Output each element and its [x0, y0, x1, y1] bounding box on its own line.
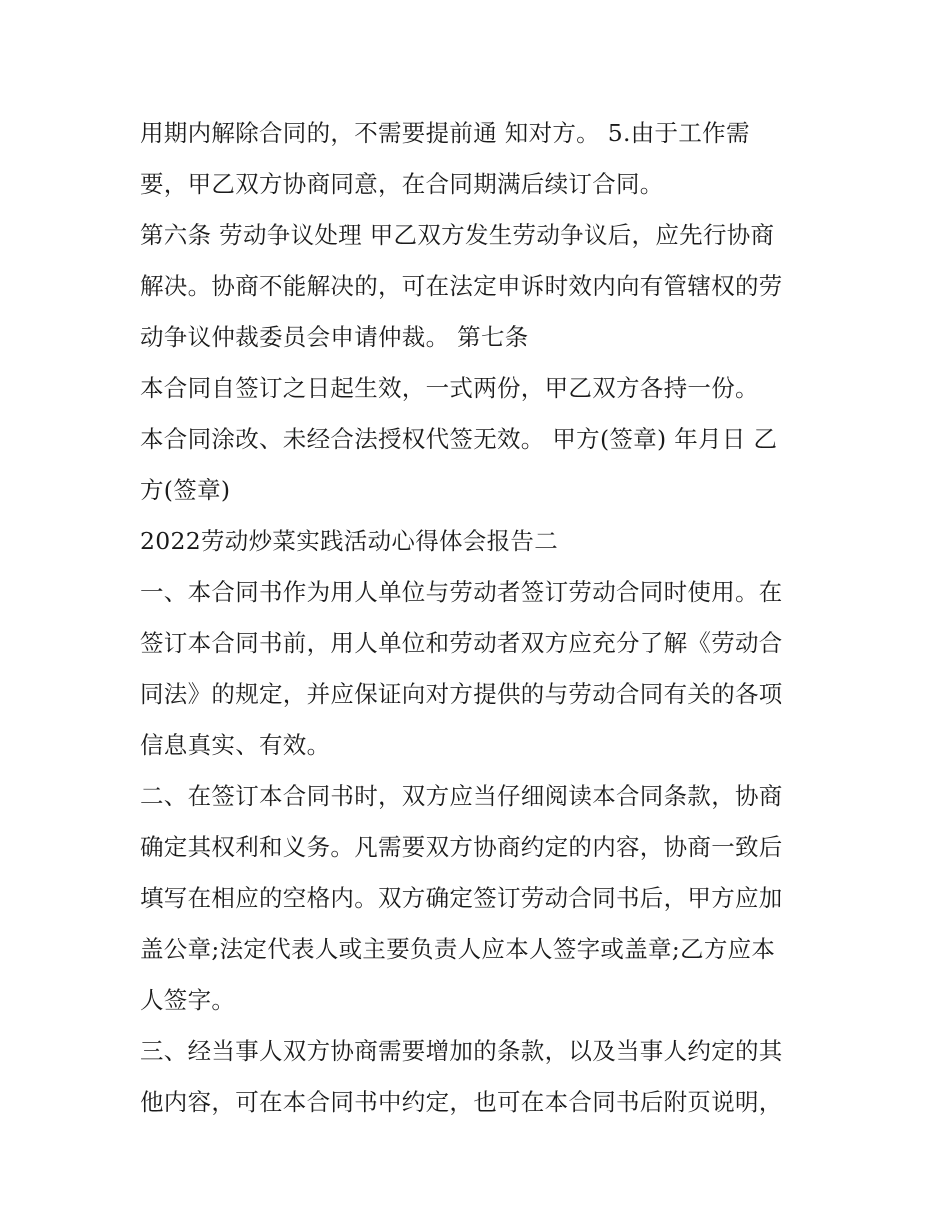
text-line: 同法》的规定，并应保证向对方提供的与劳动合同有关的各项 — [140, 680, 783, 708]
text-line: 二、在签订本合同书时，双方应当仔细阅读本合同条款，协商 — [140, 782, 783, 810]
text-line: 盖公章;法定代表人或主要负责人应本人签字或盖章;乙方应本 — [140, 935, 776, 963]
text-line: 三、经当事人双方协商需要增加的条款，以及当事人约定的其 — [140, 1037, 783, 1065]
text-line: 签订本合同书前，用人单位和劳动者双方应充分了解《劳动合 — [140, 629, 783, 657]
text-line: 填写在相应的空格内。双方确定签订劳动合同书后，甲方应加 — [140, 884, 783, 912]
text-line: 一、本合同书作为用人单位与劳动者签订劳动合同时使用。在 — [140, 578, 783, 606]
text-line: 确定其权利和义务。凡需要双方协商约定的内容，协商一致后 — [140, 833, 783, 861]
text-line: 解决。协商不能解决的，可在法定申诉时效内向有管辖权的劳 — [140, 272, 783, 300]
text-line: 要，甲乙双方协商同意，在合同期满后续订合同。 — [140, 170, 664, 198]
section-heading: 2022劳动炒菜实践活动心得体会报告二 — [140, 527, 559, 555]
text-line: 他内容，可在本合同书中约定，也可在本合同书后附页说明， — [140, 1088, 783, 1116]
document-text-body — [140, 108, 830, 1128]
text-line: 本合同自签订之日起生效，一式两份，甲乙双方各持一份。 — [140, 374, 759, 402]
text-line: 第六条 劳动争议处理 甲乙双方发生劳动争议后，应先行协商 — [140, 221, 775, 249]
text-line: 动争议仲裁委员会申请仲裁。 第七条 — [140, 323, 529, 351]
text-line: 信息真实、有效。 — [140, 731, 331, 759]
text-line: 用期内解除合同的，不需要提前通 知对方。 5.由于工作需 — [140, 119, 750, 147]
text-line: 本合同涂改、未经合法授权代签无效。 甲方(签章) 年月日 乙 — [140, 425, 778, 453]
text-line: 人签字。 — [140, 986, 236, 1014]
text-line: 方(签章) — [140, 476, 231, 504]
